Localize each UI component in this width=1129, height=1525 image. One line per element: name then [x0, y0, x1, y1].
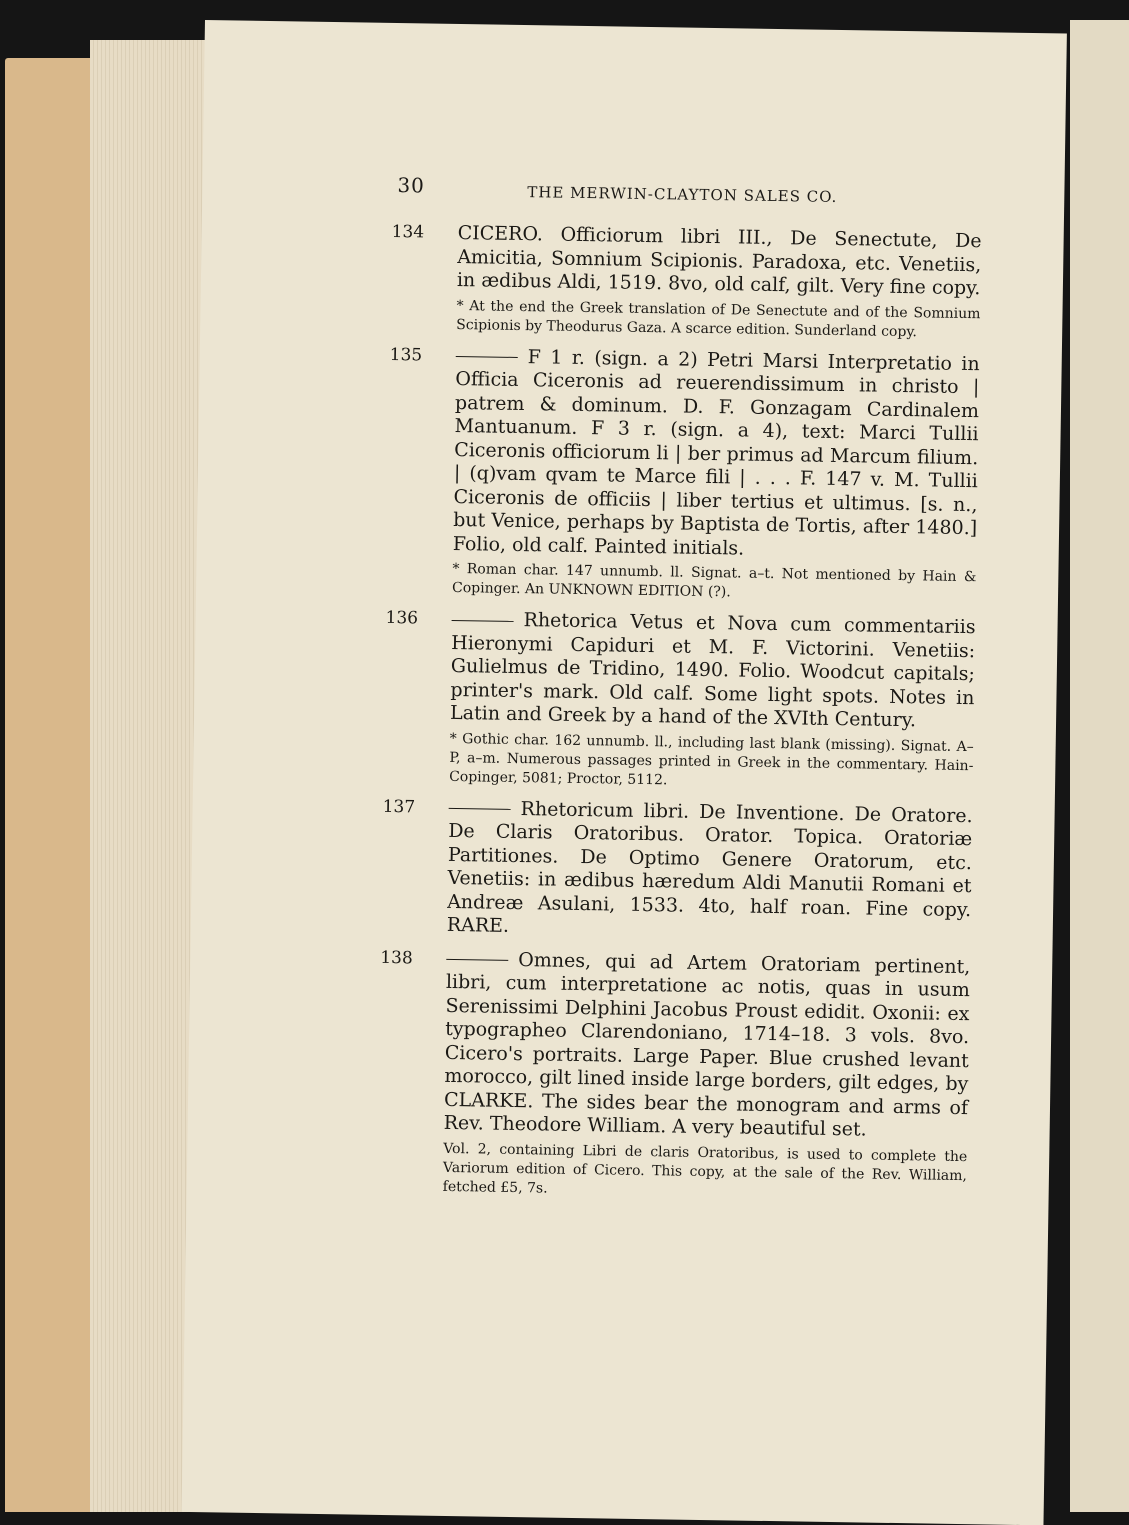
lot-note: * At the end the Greek translation of De Senectute and of the Somnium Scipionis by Theodurus Gaza. A scarce edition. Sunderland copy.: [456, 297, 981, 340]
facing-page: [1070, 20, 1129, 1512]
lot-description: F 1 r. (sign. a 2) Petri Marsi Interpretatio in Officia Ciceronis ad reuerendissimum in christo | patrem & dominum. D. F. Gonzagam Cardinalem Mantuanum. F 3 r. (sign. a 4), text: Marci Tullii Ciceronis officiorum li | ber primus ad Marcum filium. | (q)vam qvam te Marce fili | . . . F. 147 v. M. Tullii Ciceronis de officiis | liber tertius et ultimus. [s. n., but Venice, perhaps by Baptista de Tortis, after 1480.] Folio, old calf. Painted initials.: [452, 345, 980, 560]
catalog-entry-138: [377, 946, 971, 1204]
lot-description-wrap: [447, 796, 973, 945]
lot-number: 136: [385, 607, 419, 629]
lot-number: 135: [389, 344, 423, 365]
catalog-page: [182, 20, 1067, 1525]
lot-note: Vol. 2, containing Libri de claris Oratoribus, is used to complete the Variorum edition of Cicero. This copy, at the sale of the Rev. William, fetched £5, 7s.: [442, 1140, 968, 1197]
lot-description-wrap: [450, 608, 976, 734]
lot-description-wrap: [453, 344, 980, 564]
ditto-dash: [446, 959, 508, 961]
running-header: [397, 173, 1048, 206]
lot-note: * Gothic char. 162 unnumb. ll., including last blank (missing). Signat. A–P, a–m. Numerous passages printed in Greek in the commentary. Hain-Copinger, 5081; Proctor, 5112.: [449, 730, 974, 788]
running-title: THE MERWIN-CLAYTON SALES CO.: [527, 183, 838, 206]
lot-description: Rhetorica Vetus et Nova cum commentariis Hieronymi Capiduri et M. F. Victorini. Venetiis: Gulielmus de Tridino, 1490. Folio. Woodcut capitals; printer's mark. Old calf. Some light spots. Notes in Latin and Greek by a hand of the XVIth Century.: [449, 609, 976, 732]
lot-note: * Roman char. 147 unnumb. ll. Signat. a–t. Not mentioned by Hain & Copinger. An UNKNOWN EDITION (?).: [451, 560, 977, 601]
lot-description: Rhetoricum libri. De Inventione. De Oratore. De Claris Oratoribus. Orator. Topica. Oratoriæ Partitiones. De Optimo Genere Oratorum, etc. Venetiis: in ædibus hæredum Aldi Manutii Romani et Andreæ Asulani, 1533. 4to, half roan. Fine copy. RARE.: [446, 797, 973, 937]
catalog-entry-137: [381, 795, 973, 945]
lot-number: 134: [391, 221, 425, 243]
page-number: 30: [397, 173, 426, 198]
catalog-entry-136: [383, 607, 976, 795]
catalog-entry-135: [386, 343, 980, 606]
catalog-entry-134: [390, 221, 982, 343]
lot-description: CICERO. Officiorum libri III., De Senectute, De Amicitia, Somnium Scipionis. Paradoxa, etc. Venetiis, in ædibus Aldi, 1519. 8vo, old calf, gilt. Very fine copy.: [456, 221, 982, 300]
ditto-dash: [452, 619, 514, 621]
lot-description-wrap: [444, 947, 971, 1143]
ditto-dash: [449, 808, 511, 810]
ditto-dash: [456, 356, 518, 358]
lot-number: 138: [380, 947, 413, 968]
lot-number: 137: [382, 796, 416, 817]
catalog-entries: [376, 221, 981, 1215]
lot-description: Omnes, qui ad Artem Oratoriam pertinent, libri, cum interpretatione ac notis, quas in usum Serenissimi Delphini Jacobus Proust edidit. Oxonii: ex typographeo Clarendoniano, 1714–18. 3 vols. 8vo. Cicero's portraits. Large Paper. Blue crushed levant morocco, gilt lined inside large borders, gilt edges, by CLARKE. The sides bear the monogram and arms of Rev. Theodore William. A very beautiful set.: [443, 948, 971, 1141]
